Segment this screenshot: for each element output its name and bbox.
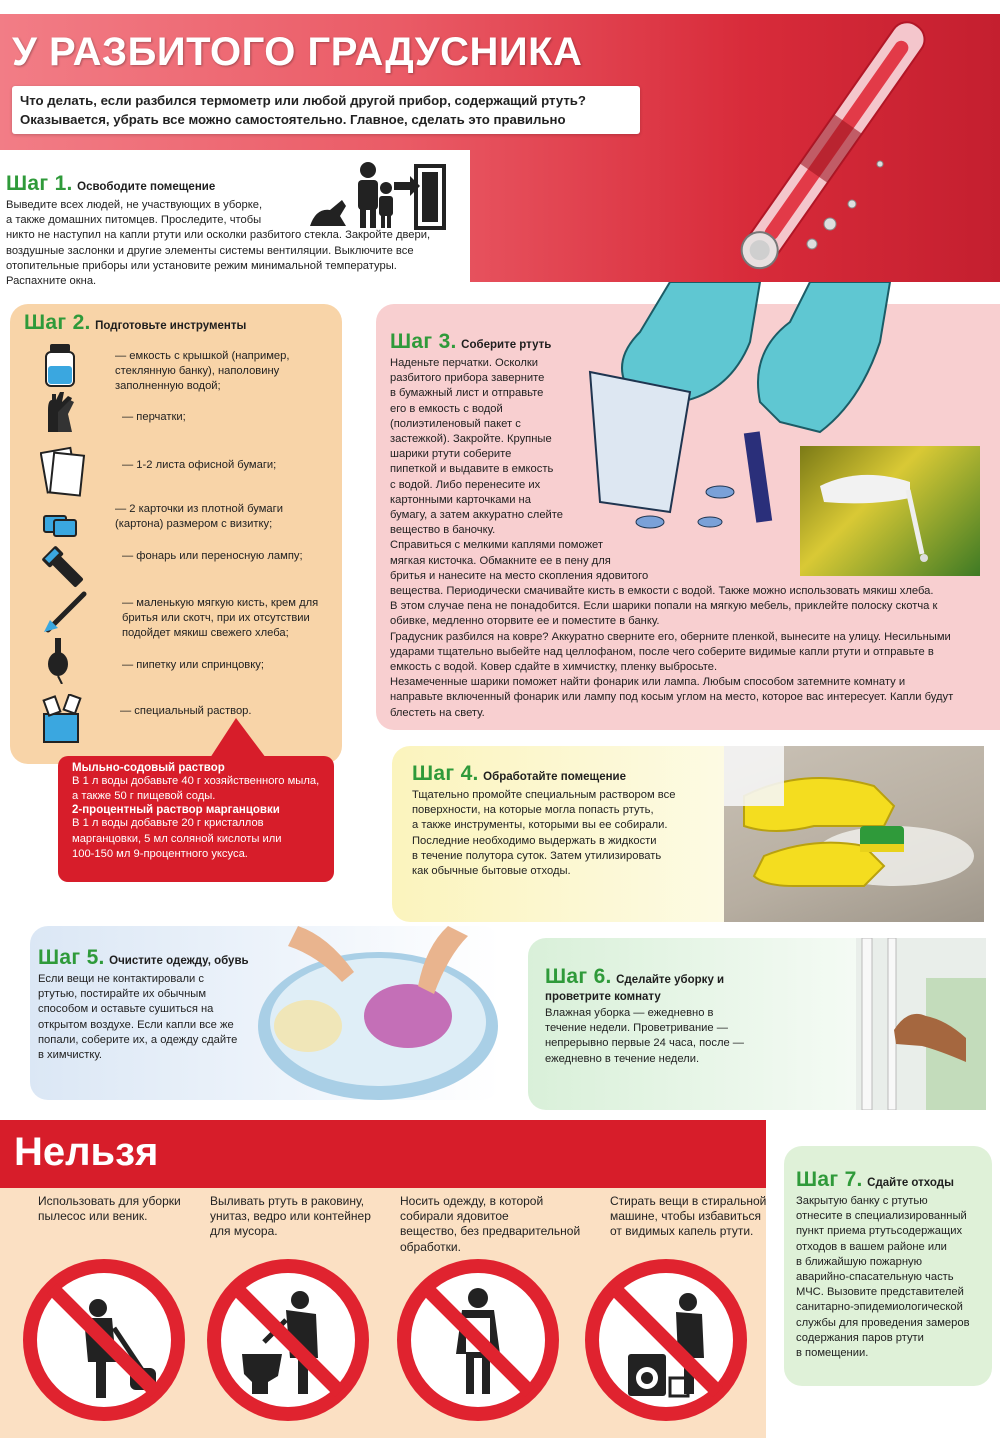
step3-line: пипеткой и выдавите в емкость [390,463,554,476]
pipette-icon [40,634,80,684]
step7-line: отнесите в специализированный [796,1210,967,1223]
step4-line: поверхности, на которые могла попасть ртуть, [412,804,654,817]
solution-text: В 1 л воды добавьте 20 г кристаллов [72,817,264,830]
step7-line: санитарно-эпидемиологической [796,1301,963,1314]
step3-line: его в емкость с водой [390,402,503,415]
step2-heading [24,311,246,335]
step3-line: мягкая кисточка. Обмакните ее в пену для [390,554,611,567]
step4-line: а также инструменты, которыми вы ее собирали. [412,819,668,832]
step7-line: Закрытую банку с ртутью [796,1195,928,1207]
step7-heading [796,1168,954,1192]
step7-line: содержания паров ртути [796,1331,924,1344]
prohibited-item-text [610,1194,770,1240]
paper-sheets-icon [40,446,88,498]
step4-line: Последние необходимо выдержать в жидкости [412,834,657,847]
step7-line: в ближайшую пожарную [796,1255,923,1268]
prohibited-item-text [210,1194,390,1240]
solution-text: а также 50 г пищевой соды. [72,790,216,803]
prohibited-line: Выливать ртуть в раковину, [210,1194,365,1208]
step3-title: Соберите ртуть [461,339,552,351]
step5-line: в химчистку. [38,1049,102,1062]
step6-line: течение недели. Проветривание — [545,1022,728,1035]
prohibited-line: Стирать вещи в стиральной [610,1194,767,1208]
prohibited-line: пылесос или веник. [38,1209,148,1224]
step5-line: Если вещи не контактировали с [38,973,204,985]
flashlight-icon [40,542,90,592]
prohibited-line: от видимых капель ртути. [610,1224,754,1239]
step3-line: Справиться с мелкими каплями поможет [390,539,604,552]
step5-text [38,972,258,1063]
step1-number: Шаг 1. [6,172,73,195]
step3-line: Градусник разбился на ковре? Аккуратно сверните его, оберните пленкой, вынесите на улицу. Несильными [390,630,951,643]
step2-number: Шаг 2. [24,311,91,334]
step1-line: никто не наступил на капли ртути или осколки разбитого стекла. Закройте двери, [6,229,431,242]
step3-line: застежкой). Закройте. Крупные [390,433,552,446]
step7-title: Сдайте отходы [867,1177,954,1189]
tool-text: — пипетку или спринцовку; [122,659,264,671]
step6-title-line1: Сделайте уборку и [616,974,725,986]
step3-line: (полиэтиленовый пакет с [390,417,521,430]
step3-text-wide [390,584,996,721]
step7-line: службы для проведения замеров [796,1316,970,1329]
prohibited-line: для мусора. [210,1224,278,1239]
no-vacuum-icon [22,1258,186,1422]
step3-line: бумагу, а затем аккуратно слейте [390,509,564,522]
solution-callout [58,756,334,882]
step3-number: Шаг 3. [390,330,457,353]
window-hand-illustration [826,938,986,1110]
solution-text: 100-150 мл 9-процентного уксуса. [72,847,248,860]
prohibited-line: вещество, без предварительной [400,1224,581,1239]
step4-text [412,788,712,879]
step3-line: Незамеченные шарики поможет найти фонарик или лампа. Любым способом затемните комнату и [390,676,906,689]
tool-text: — перчатки; [122,411,186,423]
step6-line: непрерывно первые 24 часа, после — [545,1037,744,1050]
step4-line: как обычные бытовые отходы. [412,865,571,878]
broken-thermometer-illustration [680,14,980,282]
step5-line: ртутью, постирайте их обычным [38,988,207,1001]
tool-text: — емкость с крышкой (например, стеклянную банку), наполовину заполненную водой; [115,350,290,393]
washing-hands-illustration [258,926,498,1100]
prohibited-line: собирали ядовитое [400,1209,509,1224]
jar-icon [40,342,80,388]
tool-text: — специальный раствор. [120,705,252,717]
page-title: У РАЗБИТОГО ГРАДУСНИКА [12,30,583,74]
step6-heading [545,965,724,989]
tool-text: — маленькую мягкую кисть, крем для бритья или скотч, при их отсутствии подойдет мякиш свежего хлеба; [122,597,319,640]
step3-line: емкость с водой. Ковер сдайте в химчистку, пленку выбросьте. [390,661,718,674]
step6-text [545,1006,785,1067]
step3-heading [390,330,551,354]
step6-line: ежедневно в течение недели. [545,1052,700,1065]
step3-line: бритья и нанесите на место скопления ядовитого [390,569,649,582]
step5-line: открытом воздухе. Если капли все же [38,1018,234,1031]
step7-line: аварийно-спасательную часть [796,1271,954,1284]
step1-heading [6,172,215,196]
solution-heading: Мыльно-содовый раствор [72,762,225,774]
step4-title: Обработайте помещение [483,771,627,783]
prohibited-item-text [38,1194,208,1224]
cards-icon [40,510,80,540]
step6-number: Шаг 6. [545,965,612,988]
step5-heading [38,946,249,970]
step7-line: отходов в вашем районе или [796,1240,947,1253]
step3-line: В этом случае пена не понадобится. Если шарики попали на мягкую мебель, приклейте полоску скотча к [390,600,938,613]
step7-number: Шаг 7. [796,1168,863,1191]
prohibited-title: Нельзя [14,1130,159,1174]
step3-line: с водой. Либо перенесите их [390,478,541,491]
prohibited-line: машине, чтобы избавиться [610,1209,762,1224]
gloves-icon [40,390,80,434]
no-washing-machine-icon [584,1258,748,1422]
step1-title: Освободите помещение [77,181,216,193]
step3-line: картонными карточками на [390,493,531,506]
step7-text [796,1194,990,1361]
pipette-hand-icon [800,446,980,576]
step3-line: обивке, медленно оторвите ее и поместите в банку. [390,615,660,628]
subtitle-line: Оказывается, убрать все можно самостоятельно. Главное, сделать это правильно [20,112,566,127]
step6-line: Влажная уборка — ежедневно в [545,1007,714,1019]
solution-heading: 2-процентный раствор марганцовки [72,804,280,817]
brush-icon [40,590,90,634]
step3-text-narrow [390,356,690,584]
step1-line: отопительные приборы или установите режим минимальной температуры. [6,259,397,272]
prohibited-item-text [400,1194,590,1255]
step3-line: в бумажный лист и отправьте [390,387,544,400]
subtitle-line: Что делать, если разбился термометр или любой другой прибор, содержащий ртуть? [20,93,586,108]
step3-line: ударами тщательно выбейте над целлофаном, после чего соберите видимые капли ртути и отправьте в [390,645,934,658]
step3-line: Наденьте перчатки. Осколки [390,357,539,369]
solution-text: В 1 л воды добавьте 40 г хозяйственного мыла, [72,775,320,787]
step4-line: Тщательно промойте специальным раствором все [412,789,676,801]
people-leaving-icon [306,160,448,232]
step7-line: МЧС. Вызовите представителей [796,1286,964,1299]
yellow-glove-sponge-icon [724,746,984,922]
solution-icon [40,694,90,744]
step2-title: Подготовьте инструменты [95,320,247,332]
prohibited-line: обработки. [400,1239,461,1254]
solution-text: марганцовки, 5 мл соляной кислоты или [72,832,282,845]
step1-line: воздушные заслонки и другие элементы системы вентиляции. Выключите все [6,244,414,257]
step1-line: Распахните окна. [6,275,97,288]
subtitle-box [12,86,640,134]
prohibited-line: унитаз, ведро или контейнер [210,1209,371,1224]
tool-text: — 2 карточки из плотной бумаги (картона) размером с визитку; [115,503,283,531]
tool-text: — 1-2 листа офисной бумаги; [122,459,277,471]
step3-line: направьте включенный фонарик или лампу под косым углом на место, которое вас интересует. Капли будут [390,691,954,704]
step1-line: а также домашних питомцев. Проследите, чтобы [6,214,262,227]
solution-callout-tail [210,718,266,758]
step4-heading [412,762,626,786]
step4-number: Шаг 4. [412,762,479,785]
prohibited-line: Носить одежду, в которой [400,1194,544,1208]
step4-line: в течение полутора суток. Затем утилизировать [412,849,662,862]
step7-line: в помещении. [796,1347,869,1360]
step3-line: вещество в баночку. [390,524,496,537]
step6-title-line2: проветрите комнату [545,991,661,1003]
step5-line: попали, соберите их, а одежду сдайте [38,1033,238,1046]
step3-line: шарики ртути соберите [390,448,512,461]
step3-line: вещества. Периодически смачивайте кисть в емкости с водой. Также можно использовать мякиш хлеба. [390,585,934,597]
step3-line: разбитого прибора заверните [390,372,545,385]
step5-number: Шаг 5. [38,946,105,969]
step5-title: Очистите одежду, обувь [109,955,249,967]
step3-line: блестеть на свету. [390,706,485,719]
step7-line: пункт приема ртутьсодержащих [796,1225,963,1238]
prohibited-line: Использовать для уборки [38,1194,181,1208]
step5-line: способом и оставьте сушиться на [38,1003,214,1016]
step1-line: Выведите всех людей, не участвующих в уборке, [6,199,263,211]
tool-text: — фонарь или переносную лампу; [122,550,303,562]
no-toilet-icon [206,1258,370,1422]
no-clothes-icon [396,1258,560,1422]
